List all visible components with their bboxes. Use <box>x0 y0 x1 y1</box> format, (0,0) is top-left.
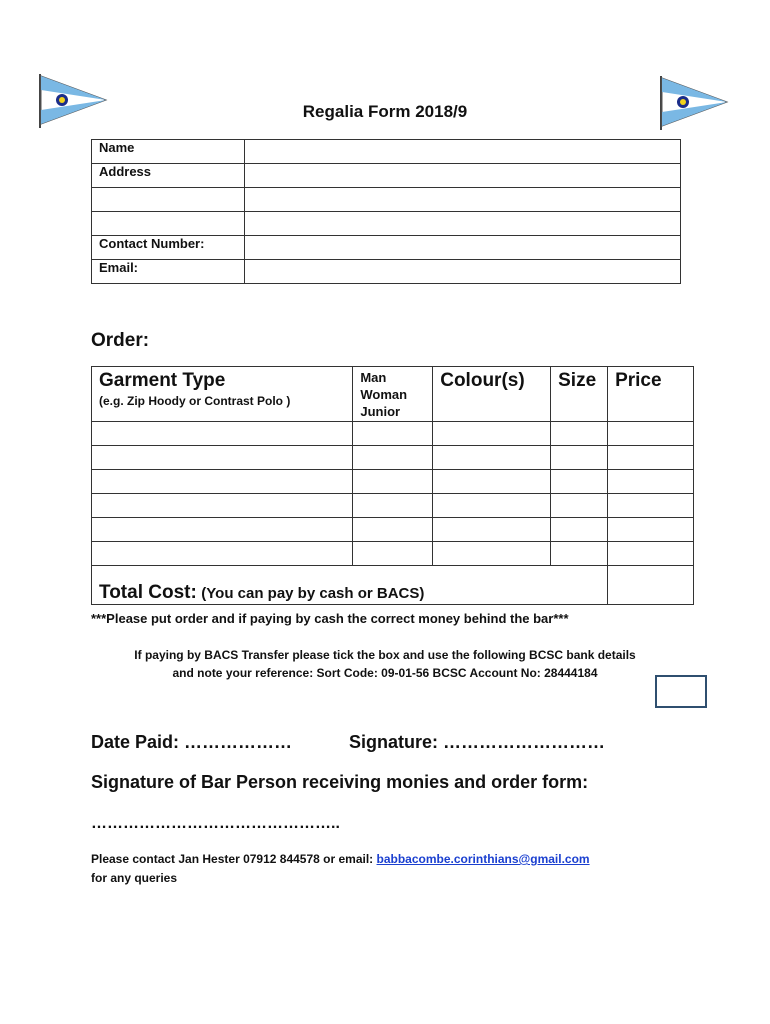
size-cell[interactable] <box>551 446 608 470</box>
address-field-line-3[interactable] <box>245 212 681 236</box>
email-row <box>92 260 681 284</box>
colour-cell[interactable] <box>433 470 551 494</box>
garment-cell[interactable] <box>92 470 353 494</box>
order-row <box>92 446 694 470</box>
gender-option-man: Man <box>360 370 387 385</box>
email-field[interactable] <box>245 260 681 284</box>
total-price-cell[interactable] <box>608 566 694 605</box>
form-title: Regalia Form 2018/9 <box>302 102 468 121</box>
colour-header: Colour(s) <box>433 367 551 422</box>
colour-cell[interactable] <box>433 518 551 542</box>
colour-cell[interactable] <box>433 446 551 470</box>
contact-row <box>92 236 681 260</box>
garment-cell[interactable] <box>92 542 353 566</box>
name-field[interactable] <box>245 140 681 164</box>
gender-cell[interactable] <box>353 470 433 494</box>
date-paid-line: Date Paid: ……………… <box>91 732 293 752</box>
contact-text: Please contact Jan Hester 07912 844578 or email: <box>91 852 377 866</box>
gender-cell[interactable] <box>353 494 433 518</box>
gender-option-junior: Junior <box>360 404 401 419</box>
address-row-2 <box>92 188 681 212</box>
garment-cell[interactable] <box>92 518 353 542</box>
gender-cell[interactable] <box>353 542 433 566</box>
size-cell[interactable] <box>551 494 608 518</box>
size-cell[interactable] <box>551 422 608 446</box>
order-row <box>92 518 694 542</box>
address-label-blank <box>92 212 245 236</box>
colour-cell[interactable] <box>433 422 551 446</box>
gender-cell[interactable] <box>353 422 433 446</box>
price-cell[interactable] <box>608 422 694 446</box>
address-label: Address <box>92 164 245 188</box>
size-header: Size <box>551 367 608 422</box>
gender-cell[interactable] <box>353 446 433 470</box>
bacs-line-1: If paying by BACS Transfer please tick the box and use the following BCSC bank details <box>134 648 636 662</box>
order-row <box>92 470 694 494</box>
address-field-line-2[interactable] <box>245 188 681 212</box>
colour-cell[interactable] <box>433 494 551 518</box>
price-cell[interactable] <box>608 470 694 494</box>
address-row <box>92 164 681 188</box>
price-header: Price <box>608 367 694 422</box>
bar-person-signature-dots: ……………………………………….. <box>91 815 340 832</box>
contact-number-label: Contact Number: <box>92 236 245 260</box>
order-row <box>92 542 694 566</box>
order-row <box>92 422 694 446</box>
size-cell[interactable] <box>551 518 608 542</box>
contact-info <box>91 850 590 888</box>
garment-type-header <box>92 367 353 422</box>
address-field-line-1[interactable] <box>245 164 681 188</box>
club-burgee-left-icon <box>34 70 110 132</box>
bacs-tick-box[interactable] <box>655 675 707 708</box>
signature-line: Signature: ……………………… <box>349 732 606 752</box>
total-row <box>92 566 694 605</box>
total-cost-label: Total Cost: <box>99 582 197 603</box>
size-cell[interactable] <box>551 470 608 494</box>
price-cell[interactable] <box>608 542 694 566</box>
price-cell[interactable] <box>608 446 694 470</box>
total-cost-cell <box>92 566 608 605</box>
cash-payment-note: ***Please put order and if paying by cash the correct money behind the bar*** <box>91 611 569 626</box>
garment-type-label: Garment Type <box>99 370 226 391</box>
order-table <box>91 366 694 605</box>
garment-cell[interactable] <box>92 422 353 446</box>
garment-cell[interactable] <box>92 494 353 518</box>
personal-details-table <box>91 139 681 284</box>
gender-option-woman: Woman <box>360 387 408 402</box>
contact-email-link[interactable]: babbacombe.corinthians@gmail.com <box>376 852 590 866</box>
bacs-line-2: and note your reference: Sort Code: 09-01-56 BCSC Account No: 28444184 <box>172 666 598 680</box>
garment-type-example: (e.g. Zip Hoody or Contrast Polo ) <box>99 394 291 408</box>
price-cell[interactable] <box>608 494 694 518</box>
colour-cell[interactable] <box>433 542 551 566</box>
garment-cell[interactable] <box>92 446 353 470</box>
order-header-row <box>92 367 694 422</box>
contact-tail: for any queries <box>91 871 178 885</box>
address-row-3 <box>92 212 681 236</box>
gender-header <box>353 367 433 422</box>
name-row <box>92 140 681 164</box>
name-label: Name <box>92 140 245 164</box>
price-cell[interactable] <box>608 518 694 542</box>
address-label-blank <box>92 188 245 212</box>
email-label: Email: <box>92 260 245 284</box>
contact-number-field[interactable] <box>245 236 681 260</box>
order-heading: Order: <box>91 330 150 351</box>
total-cost-note: (You can pay by cash or BACS) <box>201 585 425 602</box>
bar-person-signature-label: Signature of Bar Person receiving monies and order form: <box>91 772 589 792</box>
order-row <box>92 494 694 518</box>
size-cell[interactable] <box>551 542 608 566</box>
gender-cell[interactable] <box>353 518 433 542</box>
